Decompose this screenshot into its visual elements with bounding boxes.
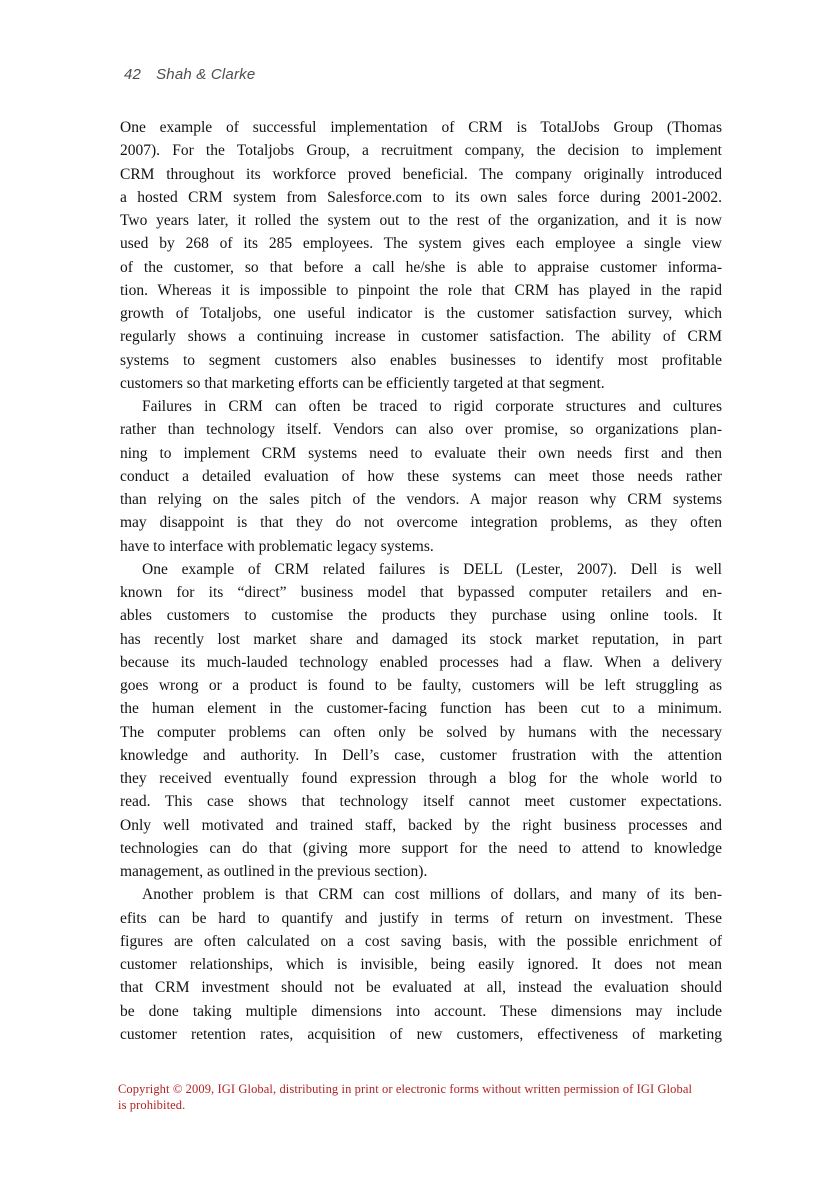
paragraph xyxy=(120,883,722,1046)
text-line: ables customers to customise the products they purchase using online tools. It xyxy=(120,607,722,625)
text-line: ning to implement CRM systems need to evaluate their own needs first and then xyxy=(120,444,722,462)
copyright-notice xyxy=(118,1082,732,1113)
text-line: One example of successful implementation of CRM is TotalJobs Group (Thomas xyxy=(120,119,722,136)
text-line: a hosted CRM system from Salesforce.com to its own sales force during 2001-2002. xyxy=(120,188,722,206)
text-line: Only well motivated and trained staff, backed by the right business processes and xyxy=(120,816,722,834)
text-line: management, as outlined in the previous section). xyxy=(120,863,428,880)
body-text xyxy=(120,116,722,1046)
text-line: have to interface with problematic legacy systems. xyxy=(120,537,434,555)
text-line: The computer problems can often only be solved by humans with the necessary xyxy=(120,723,722,741)
copyright-line: Copyright © 2009, IGI Global, distributing in print or electronic forms without written permission of IGI Global xyxy=(118,1082,693,1096)
text-line: customer relationships, which is invisible, being easily ignored. It does not mean xyxy=(120,956,722,973)
text-line: used by 268 of its 285 employees. The system gives each employee a single view xyxy=(120,235,722,253)
text-line: Two years later, it rolled the system out to the rest of the organization, and it is now xyxy=(120,212,722,229)
text-line: CRM throughout its workforce proved beneficial. The company originally introduced xyxy=(120,165,722,183)
paragraph xyxy=(120,558,722,884)
copyright-line: is prohibited. xyxy=(118,1097,186,1112)
text-line: because its much-lauded technology enabled processes had a flaw. When a delivery xyxy=(120,653,722,671)
text-line: that CRM investment should not be evaluated at all, instead the evaluation should xyxy=(120,979,722,997)
text-line: One example of CRM related failures is DELL (Lester, 2007). Dell is well xyxy=(142,560,722,578)
paragraph xyxy=(120,395,722,558)
text-line: read. This case shows that technology itself cannot meet customer expectations. xyxy=(120,793,722,811)
text-line: conduct a detailed evaluation of how these systems can meet those needs rather xyxy=(120,467,722,485)
text-line: the human element in the customer-facing function has been cut to a minimum. xyxy=(120,700,722,718)
text-line: knowledge and authority. In Dell’s case, customer frustration with the attention xyxy=(120,746,722,764)
text-line: efits can be hard to quantify and justify in terms of return on investment. These xyxy=(120,909,722,927)
page-number: 42 xyxy=(124,66,142,83)
text-line: goes wrong or a product is found to be faulty, customers will be left struggling as xyxy=(120,677,722,694)
text-line: be done taking multiple dimensions into account. These dimensions may include xyxy=(120,1002,722,1020)
text-line: Another problem is that CRM can cost millions of dollars, and many of its ben- xyxy=(142,886,722,904)
text-line: they received eventually found expression through a blog for the whole world to xyxy=(120,770,722,787)
paragraph xyxy=(120,116,722,395)
text-line: customers so that marketing efforts can be efficiently targeted at that segment. xyxy=(120,374,605,392)
text-line: Failures in CRM can often be traced to rigid corporate structures and cultures xyxy=(142,398,722,415)
text-line: customer retention rates, acquisition of new customers, effectiveness of marketing xyxy=(120,1025,722,1043)
running-head: Shah & Clarke xyxy=(156,66,256,83)
text-line: systems to segment customers also enables businesses to identify most profitable xyxy=(120,351,722,369)
text-line: may disappoint is that they do not overcome integration problems, as they often xyxy=(120,514,722,532)
text-line: known for its “direct” business model that bypassed computer retailers and en- xyxy=(120,584,722,601)
text-line: has recently lost market share and damaged its stock market reputation, in part xyxy=(120,630,722,648)
text-line: growth of Totaljobs, one useful indicator is the customer satisfaction survey, which xyxy=(120,305,722,322)
text-line: regularly shows a continuing increase in customer satisfaction. The ability of CRM xyxy=(120,328,722,346)
text-line: tion. Whereas it is impossible to pinpoint the role that CRM has played in the rapid xyxy=(120,281,722,299)
page-header xyxy=(124,66,255,83)
text-line: figures are often calculated on a cost saving basis, with the possible enrichment of xyxy=(120,932,722,950)
text-line: of the customer, so that before a call he/she is able to appraise customer informa- xyxy=(120,258,722,276)
text-line: technologies can do that (giving more support for the need to attend to knowledge xyxy=(120,839,722,857)
text-line: 2007). For the Totaljobs Group, a recruitment company, the decision to implement xyxy=(120,142,722,160)
text-line: rather than technology itself. Vendors can also over promise, so organizations plan- xyxy=(120,421,722,439)
text-line: than relying on the sales pitch of the vendors. A major reason why CRM systems xyxy=(120,491,722,508)
